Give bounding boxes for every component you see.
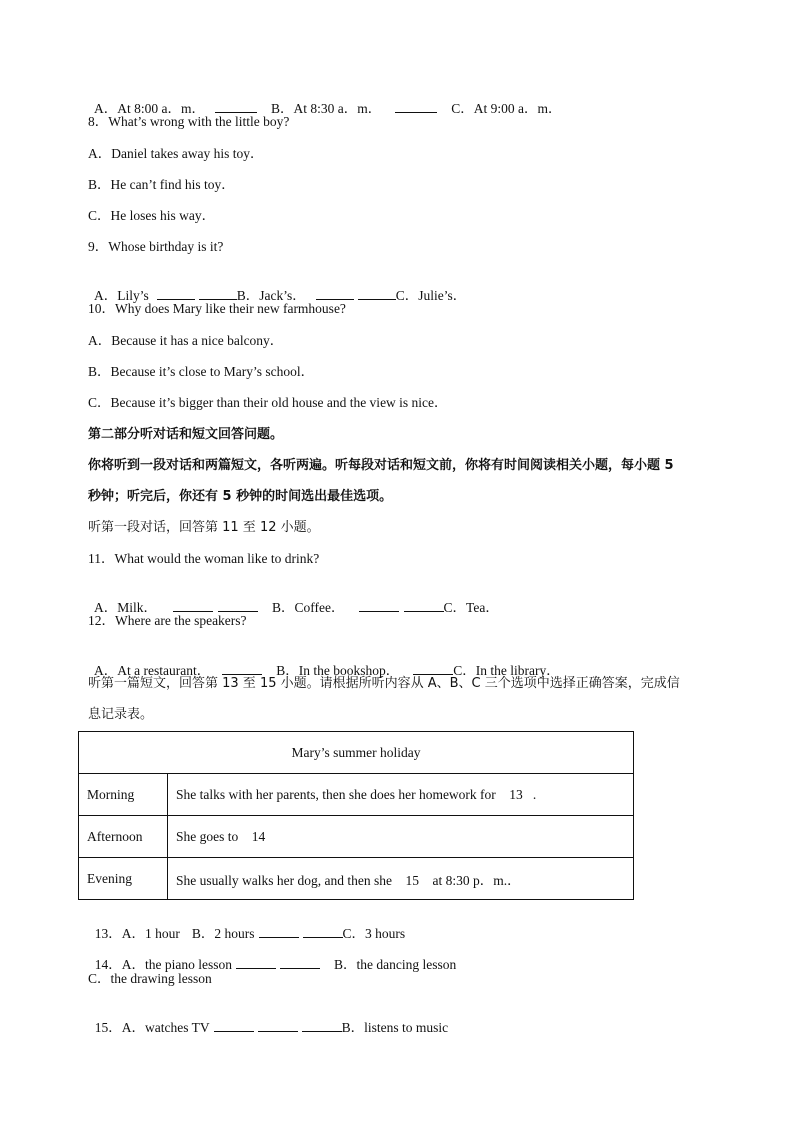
summer-holiday-table [78,731,634,900]
q8-option-a: A．Daniel takes away his toy． [88,146,264,161]
table-title: Mary’s summer holiday [79,732,634,774]
answer-blank [199,287,237,300]
row-label: Evening [79,858,168,900]
q11-stem: 11．What would the woman like to drink? [88,551,320,566]
dialog-intro: 听第一段对话，回答第 11 至 12 小题。 [88,520,320,535]
answer-blank [316,287,354,300]
q9-stem: 9．Whose birthday is it? [88,239,224,254]
q9-option-b: B．Jack’s． [236,288,306,303]
q14-number: 14． [94,957,122,972]
q10-option-b: B．Because it’s close to Mary’s school． [88,364,315,379]
q11-option-a: A．Milk． [94,600,158,615]
q12-option-c: C．In the library． [453,663,560,678]
answer-blank [214,1019,254,1032]
row-label: Afternoon [79,816,168,858]
answer-blank [258,1019,298,1032]
q12-option-a: A．At a restaurant． [94,663,211,678]
q15-option-a: A．watches TV [121,1020,210,1035]
part2-title: 第二部分听对话和短文回答问题。 [88,427,284,442]
table-row [79,816,634,858]
answer-blank [303,925,343,938]
q7-option-b: B．At 8:30 a．m． [271,101,382,116]
q14-option-b: B．the dancing lesson [334,957,457,972]
answer-blank [302,1019,342,1032]
answer-blank [259,925,299,938]
part2-instructions-2: 秒钟；听完后，你还有 5 秒钟的时间选出最佳选项。 [88,489,393,504]
answer-blank [222,662,262,675]
q12-stem: 12．Where are the speakers? [88,613,247,628]
q7-option-a: A．At 8:00 a．m． [94,101,206,116]
answer-blank [218,599,258,612]
q13-option-a: A．1 hour [121,926,180,941]
q9-option-a: A．Lily’s [94,288,149,303]
q10-stem: 10．Why does Mary like their new farmhouse? [88,301,346,316]
part2-instructions-1: 你将听到一段对话和两篇短文，各听两遍。听每段对话和短文前，你将有时间阅读相关小题，每小题 5 [88,458,674,473]
q10-option-a: A．Because it has a nice balcony． [88,333,284,348]
q8-option-b: B．He can’t find his toy． [88,177,235,192]
table-header-row [79,732,634,774]
q13-option-c: C．3 hours [342,926,406,941]
answer-blank [359,599,399,612]
q11-option-c: C．Tea． [443,600,499,615]
q14-option-a: A．the piano lesson [121,957,232,972]
q11-option-b: B．Coffee． [272,600,345,615]
q14-options [88,938,456,974]
answer-blank [395,100,437,113]
q8-stem: 8．What’s wrong with the little boy? [88,114,290,129]
q9-option-c: C．Julie’s． [395,288,467,303]
q7-option-c: C．At 9:00 a．m． [451,101,562,116]
q14-option-c: C．the drawing lesson [88,971,212,986]
row-text: She usually walks her dog, and then she 15 at 8:30 p．m.． [168,858,634,900]
answer-blank [157,287,195,300]
q13-number: 13． [94,926,122,941]
answer-blank [358,287,396,300]
passage1-intro-2: 息记录表。 [88,707,154,722]
q13-option-b: B．2 hours [191,926,255,941]
q15-number: 15． [94,1020,122,1035]
q12-option-b: B．In the bookshop． [276,663,400,678]
q15-options [88,1001,448,1037]
row-text: She goes to 14 [168,816,634,858]
row-label: Morning [79,774,168,816]
answer-blank [173,599,213,612]
q8-option-c: C．He loses his way． [88,208,216,223]
table-row [79,858,634,900]
q10-option-c: C．Because it’s bigger than their old house and the view is nice． [88,395,448,410]
answer-blank [280,956,320,969]
answer-blank [413,662,453,675]
row-text: She talks with her parents, then she does her homework for 13 . [168,774,634,816]
passage1-intro-1: 听第一篇短文，回答第 13 至 15 小题。请根据所听内容从 A、B、C 三个选项中选择正确答案，完成信 [88,676,680,691]
answer-blank [215,100,257,113]
answer-blank [236,956,276,969]
table-row [79,774,634,816]
q15-option-b: B．listens to music [341,1020,449,1035]
answer-blank [404,599,444,612]
